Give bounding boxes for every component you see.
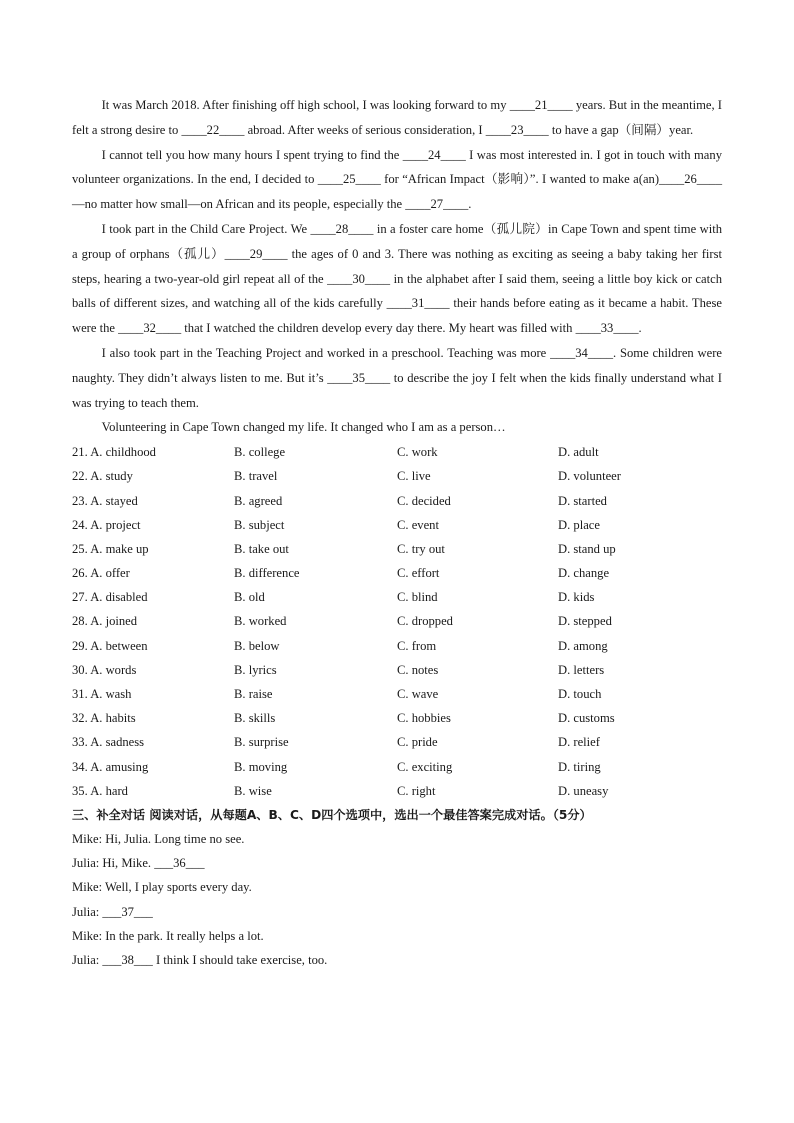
option-b: B. college bbox=[234, 445, 286, 460]
option-row-25 bbox=[72, 537, 722, 561]
option-b: B. moving bbox=[234, 759, 288, 774]
option-b: B. travel bbox=[234, 469, 278, 484]
option-c: C. blind bbox=[397, 590, 438, 605]
option-row-26 bbox=[72, 561, 722, 585]
option-d: D. among bbox=[558, 638, 608, 653]
option-row-24 bbox=[72, 513, 722, 537]
option-b: B. wise bbox=[234, 783, 272, 798]
option-b: B. difference bbox=[234, 566, 300, 581]
passage-paragraph-3: I took part in the Child Care Project. We ____28____ in a foster care home（孤儿院）in Cape Town and spent time with a group of orphans（孤儿）____29____ the ages of 0 and 3. There was nothing as exciting as seeing a baby taking her first steps, hearing a two-year-old girl repeat all of the ____30____ in the alphabet after I said them, seeing a little boy kick or catch balls of different sizes, and watching all of the kids carefully ____31____ their hands before eating as it became a habit. These were the ____32____ that I watched the children develop every day there. My heart was filled with ____33____. bbox=[72, 221, 722, 336]
option-c: C. pride bbox=[397, 735, 438, 750]
option-a: 31. A. wash bbox=[72, 687, 132, 702]
option-b: B. skills bbox=[234, 711, 276, 726]
option-b: B. agreed bbox=[234, 493, 283, 508]
option-a: 26. A. offer bbox=[72, 566, 130, 581]
option-d: D. place bbox=[558, 517, 600, 532]
option-c: C. live bbox=[397, 469, 431, 484]
option-a: 30. A. words bbox=[72, 662, 137, 677]
option-b: B. lyrics bbox=[234, 662, 277, 677]
option-a: 27. A. disabled bbox=[72, 590, 148, 605]
passage-paragraph-2: I cannot tell you how many hours I spent trying to find the ____24____ I was most interested in. I got in touch with many volunteer organizations. In the end, I decided to ____25____ for “African Impact（影响）”. I wanted to make a(an)____26____—no matter how small—on African and its people, especially the ____27____. bbox=[72, 147, 722, 212]
option-row-35 bbox=[72, 779, 722, 803]
option-c: C. hobbies bbox=[397, 711, 451, 726]
option-c: C. decided bbox=[397, 493, 451, 508]
option-b: B. worked bbox=[234, 614, 287, 629]
passage-paragraph-4: I also took part in the Teaching Project and worked in a preschool. Teaching was more ____34____. Some children were naughty. They didn’t always listen to me. But it’s ____35____ to describe the joy I felt when the kids finally understand what I was trying to teach them. bbox=[72, 345, 722, 410]
option-d: D. tiring bbox=[558, 759, 601, 774]
option-c: C. work bbox=[397, 445, 438, 460]
option-row-21 bbox=[72, 440, 722, 464]
option-b: B. old bbox=[234, 590, 265, 605]
option-b: B. subject bbox=[234, 517, 285, 532]
option-d: D. volunteer bbox=[558, 469, 621, 484]
dialogue-line-6: Julia: ___38___ I think I should take exercise, too. bbox=[72, 952, 328, 967]
option-b: B. surprise bbox=[234, 735, 289, 750]
option-c: C. event bbox=[397, 517, 439, 532]
option-d: D. stepped bbox=[558, 614, 612, 629]
option-a: 24. A. project bbox=[72, 517, 141, 532]
option-row-30 bbox=[72, 658, 722, 682]
dialogue-line-3: Mike: Well, I play sports every day. bbox=[72, 880, 252, 895]
option-a: 34. A. amusing bbox=[72, 759, 149, 774]
option-a: 23. A. stayed bbox=[72, 493, 138, 508]
option-d: D. started bbox=[558, 493, 607, 508]
option-c: C. from bbox=[397, 638, 437, 653]
option-a: 29. A. between bbox=[72, 638, 148, 653]
option-a: 28. A. joined bbox=[72, 614, 138, 629]
option-row-23 bbox=[72, 489, 722, 513]
option-a: 35. A. hard bbox=[72, 783, 128, 798]
option-d: D. change bbox=[558, 566, 610, 581]
option-row-29 bbox=[72, 634, 722, 658]
passage-paragraph-1: It was March 2018. After finishing off high school, I was looking forward to my ____21____ years. But in the meantime, I felt a strong desire to ____22____ abroad. After weeks of serious consideration, I ____23____ to have a gap（间隔）year. bbox=[72, 98, 722, 137]
dialogue bbox=[72, 827, 722, 972]
option-d: D. adult bbox=[558, 445, 599, 460]
option-row-33 bbox=[72, 730, 722, 754]
dialogue-line-1: Mike: Hi, Julia. Long time no see. bbox=[72, 831, 245, 846]
option-row-27 bbox=[72, 585, 722, 609]
option-a: 22. A. study bbox=[72, 469, 133, 484]
option-d: D. letters bbox=[558, 662, 605, 677]
option-d: D. kids bbox=[558, 590, 595, 605]
option-c: C. effort bbox=[397, 566, 440, 581]
option-c: C. wave bbox=[397, 687, 439, 702]
option-c: C. try out bbox=[397, 541, 445, 556]
option-row-22 bbox=[72, 464, 722, 488]
dialogue-line-2: Julia: Hi, Mike. ___36___ bbox=[72, 856, 205, 871]
option-row-34 bbox=[72, 755, 722, 779]
dialogue-line-5: Mike: In the park. It really helps a lot. bbox=[72, 928, 264, 943]
passage-paragraph-5: Volunteering in Cape Town changed my life. It changed who I am as a person… bbox=[101, 420, 506, 435]
cloze-passage bbox=[72, 93, 722, 440]
option-d: D. customs bbox=[558, 711, 615, 726]
options-list bbox=[72, 440, 722, 803]
option-d: D. stand up bbox=[558, 541, 616, 556]
dialogue-line-4: Julia: ___37___ bbox=[72, 904, 153, 919]
option-a: 32. A. habits bbox=[72, 711, 136, 726]
section-3-title: 三、补全对话 阅读对话，从每题A、B、C、D四个选项中，选出一个最佳答案完成对话。（5分） bbox=[72, 807, 592, 822]
option-d: D. uneasy bbox=[558, 783, 609, 798]
option-d: D. relief bbox=[558, 735, 600, 750]
option-a: 21. A. childhood bbox=[72, 445, 156, 460]
exam-page bbox=[72, 93, 722, 972]
option-row-28 bbox=[72, 609, 722, 633]
option-a: 25. A. make up bbox=[72, 541, 149, 556]
option-c: C. notes bbox=[397, 662, 439, 677]
option-row-31 bbox=[72, 682, 722, 706]
option-d: D. touch bbox=[558, 687, 602, 702]
option-a: 33. A. sadness bbox=[72, 735, 145, 750]
option-c: C. exciting bbox=[397, 759, 453, 774]
option-b: B. raise bbox=[234, 687, 273, 702]
option-b: B. take out bbox=[234, 541, 289, 556]
option-b: B. below bbox=[234, 638, 280, 653]
option-row-32 bbox=[72, 706, 722, 730]
option-c: C. dropped bbox=[397, 614, 453, 629]
option-c: C. right bbox=[397, 783, 436, 798]
